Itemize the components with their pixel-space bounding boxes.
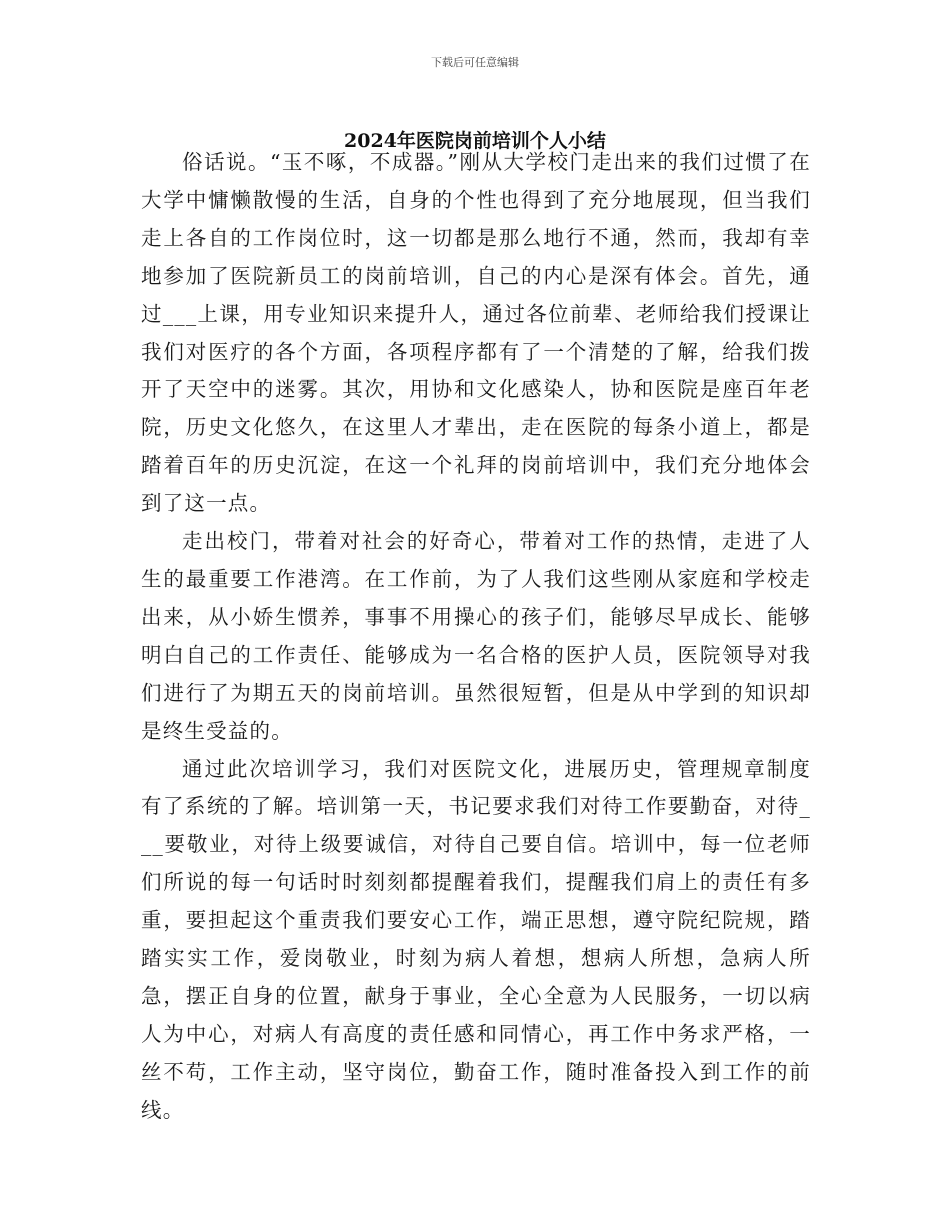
paragraph-1: 俗话说。“玉不啄，不成器。”刚从大学校门走出来的我们过惯了在大学中慵懒散慢的生活，自身的个性也得到了充分地展现，但当我们走上各自的工作岗位时，这一切都是那么地行不通，然而，我却有幸地参加了医院新员工的岗前培训，自己的内心是深有体会。首先，通过___上课，用专业知识来提升人，通过各位前辈、老师给我们授课让我们对医疗的各个方面，各项程序都有了一个清楚的了解，给我们拨开了天空中的迷雾。其次，用协和文化感染人，协和医院是座百年老院，历史文化悠久，在这里人才辈出，走在医院的每条小道上，都是踏着百年的历史沉淀，在这一个礼拜的岗前培训中，我们充分地体会到了这一点。 (141, 150, 811, 516)
paragraph-3: 通过此次培训学习，我们对医院文化，进展历史，管理规章制度有了系统的了解。培训第一天，书记要求我们对待工作要勤奋，对待___要敬业，对待上级要诚信，对待自己要自信。培训中，每一位老师们所说的每一句话时时刻刻都提醒着我们，提醒我们肩上的责任有多重，要担起这个重责我们要安心工作，端正思想，遵守院纪院规，踏踏实实工作，爱岗敬业，时刻为病人着想，想病人所想，急病人所急，摆正自身的位置，献身于事业，全心全意为人民服务，一切以病人为中心，对病人有高度的责任感和同情心，再工作中务求严格，一丝不苟，工作主动，坚守岗位，勤奋工作，随时准备投入到工作的前线。 (141, 756, 811, 1122)
document-title: 2024年医院岗前培训个人小结 (344, 130, 606, 152)
header-note: 下载后可任意编辑 (431, 56, 519, 69)
paragraph-2: 走出校门，带着对社会的好奇心，带着对工作的热情，走进了人生的最重要工作港湾。在工作前，为了人我们这些刚从家庭和学校走出来，从小娇生惯养，事事不用操心的孩子们，能够尽早成长、能够明白自己的工作责任、能够成为一名合格的医护人员，医院领导对我们进行了为期五天的岗前培训。虽然很短暂，但是从中学到的知识却是终生受益的。 (141, 529, 811, 743)
document-body (141, 144, 811, 1130)
